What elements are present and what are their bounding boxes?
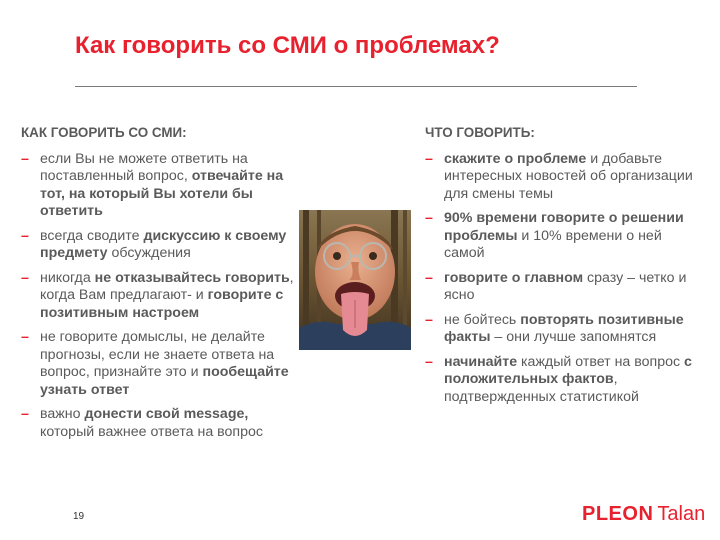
- right-column-heading: ЧТО ГОВОРИТЬ:: [425, 125, 535, 140]
- list-item: – не бойтесь повторять позитивные факты – они лучше запомнятся: [425, 311, 684, 345]
- bullet-dash-icon: –: [21, 150, 29, 167]
- list-item: – важно донести свой message, который важнее ответа на вопрос: [21, 406, 263, 440]
- photo-illustration: [299, 210, 411, 350]
- page-number: 19: [73, 511, 85, 522]
- left-bullet-list: [21, 151, 296, 442]
- list-item: – никогда не отказывайтесь говорить, когда Вам предлагают- и говорите с позитивным настроем: [21, 269, 294, 321]
- bullet-dash-icon: –: [21, 227, 29, 244]
- left-column-heading: КАК ГОВОРИТЬ СО СМИ:: [21, 125, 187, 140]
- list-item: – начинайте каждый ответ на вопрос с положительных фактов, подтвержденных статистикой: [425, 353, 692, 405]
- list-item: – 90% времени говорите о решении проблемы и 10% времени о ней самой: [425, 210, 684, 261]
- logo-suffix: Talan: [657, 503, 706, 525]
- logo-brand: PLEON: [582, 503, 654, 525]
- slide-title: Как говорить со СМИ о проблемах?: [75, 32, 500, 59]
- bullet-dash-icon: –: [21, 269, 29, 286]
- right-column: [425, 124, 700, 413]
- list-item: – всегда сводите дискуссию к своему предмету обсуждения: [21, 227, 287, 261]
- bullet-dash-icon: –: [425, 311, 433, 328]
- bullet-dash-icon: –: [425, 150, 433, 167]
- bullet-dash-icon: –: [425, 210, 433, 226]
- list-item: – если Вы не можете ответить на поставленный вопрос, отвечайте на тот, на который Вы хотели бы ответить: [21, 150, 284, 219]
- list-item: – говорите о главном сразу – четко и ясно: [425, 269, 687, 303]
- bullet-dash-icon: –: [425, 269, 433, 286]
- bullet-dash-icon: –: [425, 353, 433, 370]
- right-bullet-list: [425, 151, 700, 407]
- title-divider: [75, 86, 637, 87]
- left-column: [21, 124, 296, 448]
- bullet-dash-icon: –: [21, 329, 29, 345]
- pleon-talan-logo: [582, 502, 705, 526]
- list-item: – скажите о проблеме и добавьте интересных новостей об организации для смены темы: [425, 150, 693, 202]
- photo-man-tongue-out: [299, 210, 411, 350]
- list-item: – не говорите домыслы, не делайте прогнозы, если не знаете ответа на вопрос, признайте это и пообещайте узнать ответ: [21, 329, 289, 398]
- bullet-dash-icon: –: [21, 406, 29, 422]
